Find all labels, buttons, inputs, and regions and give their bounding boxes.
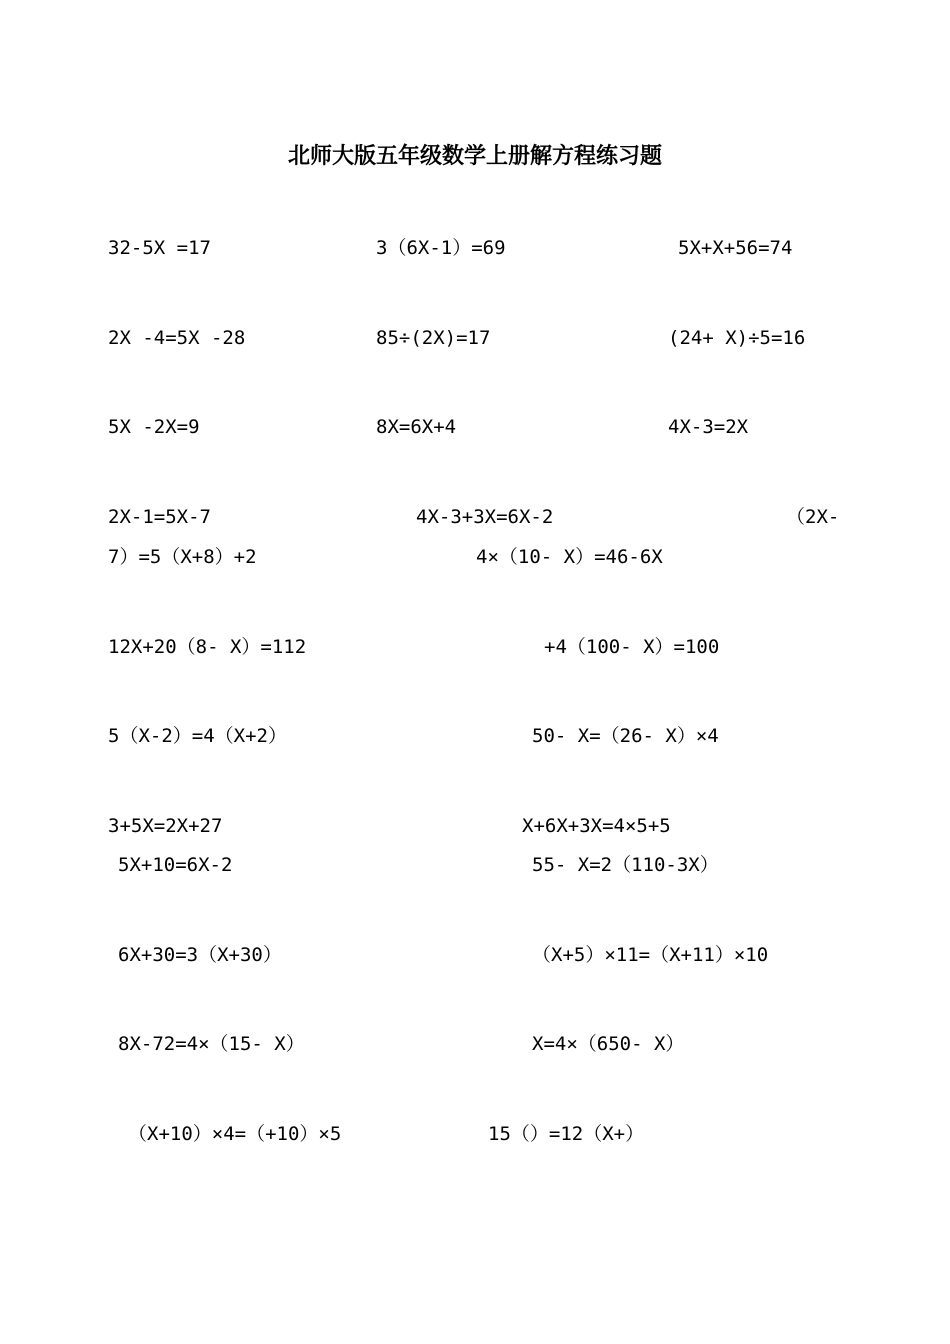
equation-25: X=4×（650- X） [532,1033,685,1055]
equation-13: 4×（10- X）=46-6X [476,546,663,568]
equation-16: 5（X-2）=4（X+2） [108,725,287,747]
equation-24: 8X-72=4×（15- X） [118,1033,305,1055]
equation-15: +4（100- X）=100 [544,636,720,658]
equation-9: 4X-3=2X [668,416,749,438]
equation-20: 5X+10=6X-2 [118,854,233,876]
equation-8: 8X=6X+4 [376,416,457,438]
equation-18: 3+5X=2X+27 [108,815,223,837]
equation-1: 32-5X =17 [108,237,211,259]
equation-12-start: （2X- [786,506,840,528]
equation-14: 12X+20（8- X）=112 [108,636,307,658]
equation-6: (24+ X)÷5=16 [668,327,806,349]
equation-7: 5X -2X=9 [108,416,200,438]
equation-21: 55- X=2（110-3X） [532,854,719,876]
equation-23: （X+5）×11=（X+11）×10 [532,944,769,966]
equation-27: 15（）=12（X+） [488,1123,645,1145]
equation-5: 85÷(2X)=17 [376,327,491,349]
equation-10: 2X-1=5X-7 [108,506,211,528]
equation-19: X+6X+3X=4×5+5 [522,815,671,837]
equation-22: 6X+30=3（X+30） [118,944,282,966]
equation-12-end: 7）=5（X+8）+2 [108,546,257,568]
equation-3: 5X+X+56=74 [678,237,793,259]
equation-2: 3（6X-1）=69 [376,237,506,259]
equation-4: 2X -4=5X -28 [108,327,246,349]
equation-11: 4X-3+3X=6X-2 [416,506,554,528]
equation-26: （X+10）×4=（+10）×5 [128,1123,342,1145]
page-title: 北师大版五年级数学上册解方程练习题 [287,143,662,169]
equation-17: 50- X=（26- X）×4 [532,725,719,747]
